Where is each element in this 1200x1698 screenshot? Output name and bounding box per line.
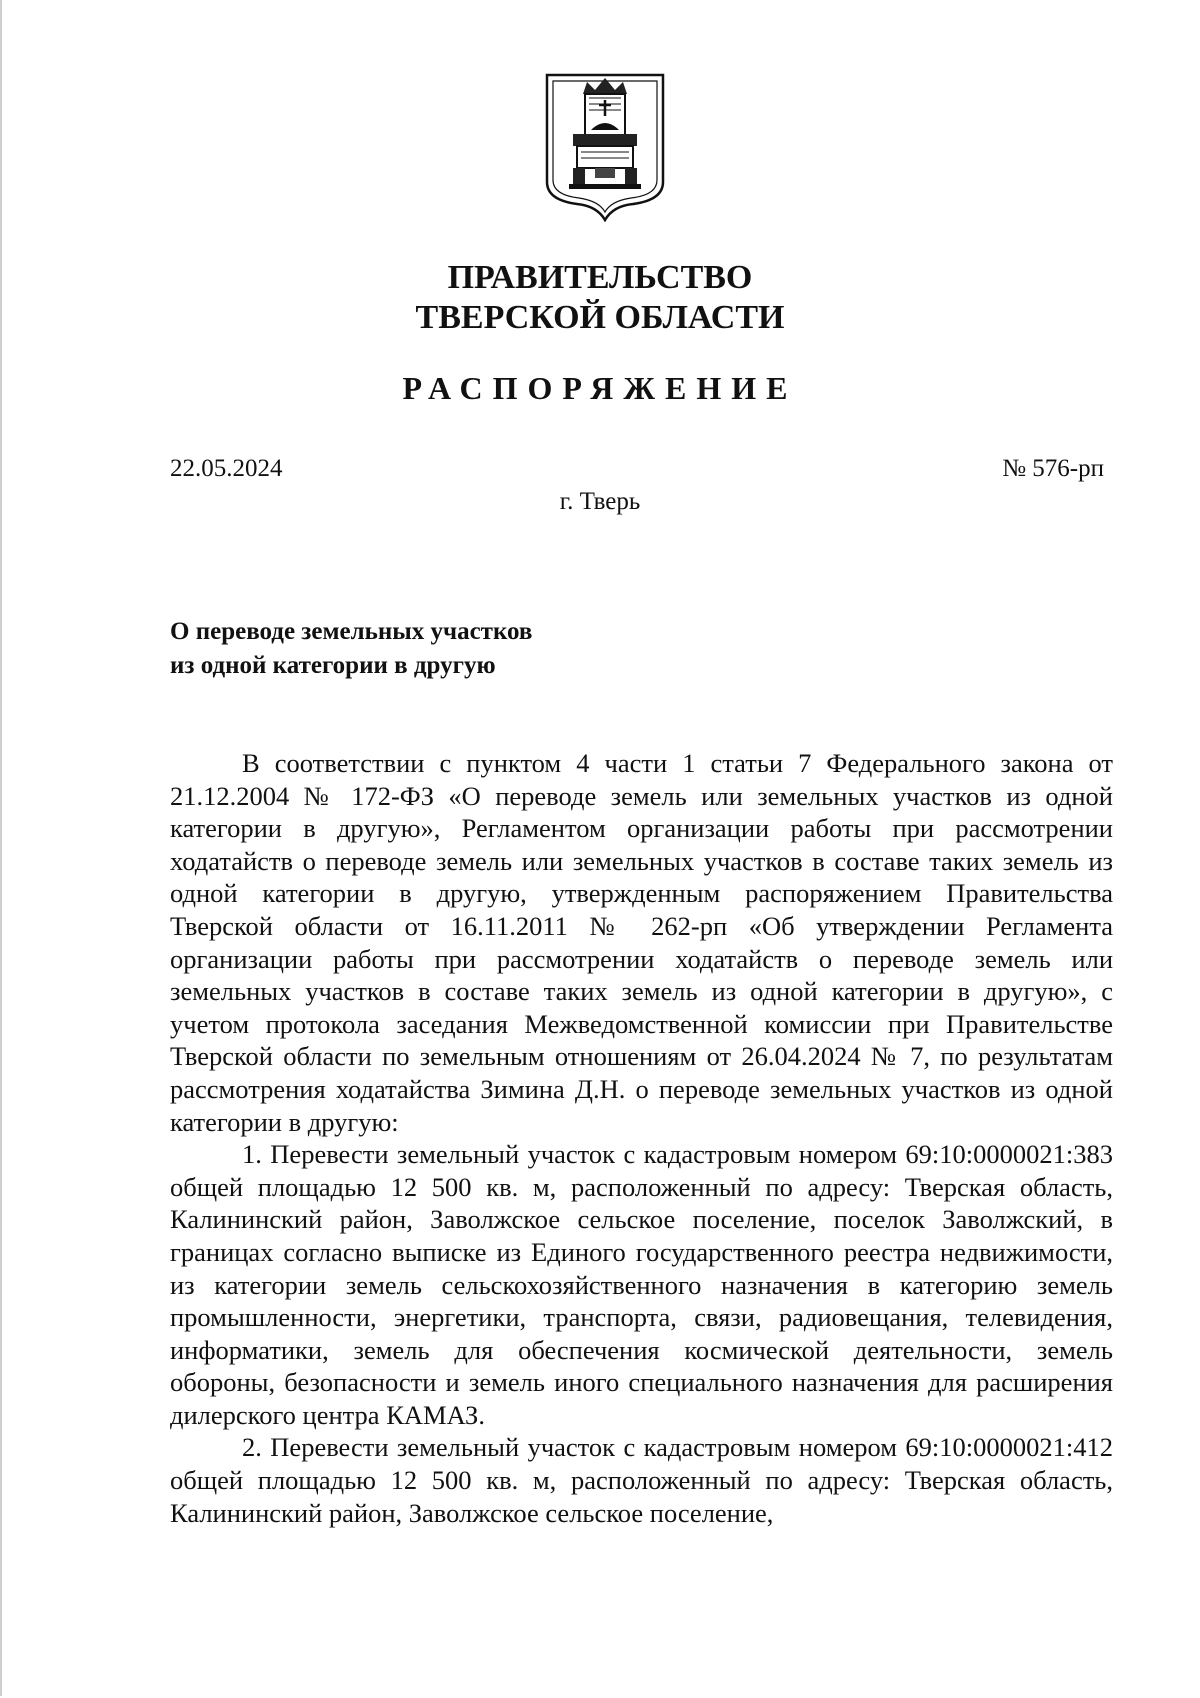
subject-line1: О переводе земельных участков [170, 618, 533, 645]
document-subject [170, 615, 532, 683]
document-city: г. Тверь [559, 488, 641, 515]
government-name-line1: ПРАВИТЕЛЬСТВО [447, 259, 753, 296]
government-name [0, 258, 1200, 338]
document-type: РАСПОРЯЖЕНИЕ [402, 370, 798, 406]
document-date: 22.05.2024 [170, 455, 283, 482]
item-1-paragraph: 1. Перевести земельный участок с кадастровым номером 69:10:0000021:383 общей площадью 12 500 кв. м, расположенный по адресу: Тверская область, Калининский район, Заволжское сельское поселение, поселок Заволжский, в границах согласно выписке из Единого государственного реестра недвижимости, из категории земель сельскохозяйственного назначения в категорию земель промышленности, энергетики, транспорта, связи, радиовещания, телевидения, информатики, земель для обеспечения космической деятельности, земель обороны, безопасности и земель иного специального назначения для расширения дилерского центра КАМАЗ. [170, 1139, 1113, 1430]
tver-coat-of-arms-icon [543, 72, 667, 222]
document-body [170, 747, 1113, 1529]
government-name-line2: ТВЕРСКОЙ ОБЛАСТИ [415, 299, 785, 336]
subject-line2: из одной категории в другую [170, 652, 496, 679]
document-number: № 576-рп [1002, 455, 1104, 482]
item-2-paragraph: 2. Перевести земельный участок с кадастровым номером 69:10:0000021:412 общей площадью 12 500 кв. м, расположенный по адресу: Тверская область, Калининский район, Заволжское сельское поселение, [170, 1432, 1113, 1528]
preamble-paragraph: В соответствии с пунктом 4 части 1 статьи 7 Федерального закона от 21.12.2004 № 172-ФЗ «О переводе земель или земельных участков из одной категории в другую», Регламентом организации работы при рассмотрении ходатайств о переводе земель или земельных участков в составе таких земель из одной категории в другую, утвержденным распоряжением Правительства Тверской области от 16.11.2011 № 262-рп «Об утверждении Регламента организации работы при рассмотрении ходатайств о переводе земель или земельных участков в составе таких земель из одной категории в другую», с учетом протокола заседания Межведомственной комиссии при Правительстве Тверской области по земельным отношениям от 26.04.2024 № 7, по результатам рассмотрения ходатайства Зимина Д.Н. о переводе земельных участков из одной категории в другую: [170, 748, 1113, 1137]
